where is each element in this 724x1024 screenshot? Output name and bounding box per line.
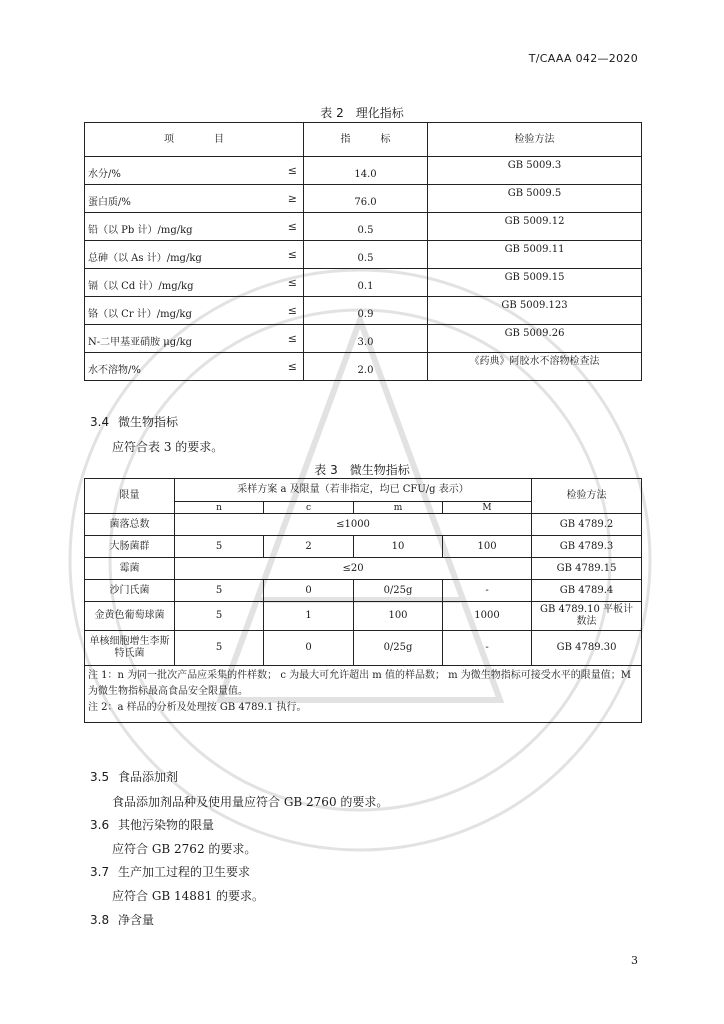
- section-3-8-heading: 3.8 净含量: [90, 913, 155, 927]
- header-method: 检验方法: [428, 123, 642, 157]
- table-row: 总砷（以 As 计）/mg/kg ≤ 0.5 GB 5009.11: [85, 241, 642, 269]
- header-index: 指 标: [304, 123, 428, 157]
- physicochemical-table: [84, 122, 642, 381]
- section-3-7-text: 应符合 GB 14881 的要求。: [112, 889, 265, 903]
- note-1: 注 1：n 为同一批次产品应采集的件样数； c 为最大可允许超出 m 值的样品数； m 为微生物指标可接受水平的限量值；M 为微生物指标最高食品安全限量值。: [88, 670, 632, 697]
- note-2: 注 2：a 样品的分析及处理按 GB 4789.1 执行。: [88, 702, 307, 713]
- header-limit: 限量: [85, 479, 175, 514]
- table-row: 霉菌 ≤20 GB 4789.15: [85, 558, 642, 580]
- table-row: 菌落总数 ≤1000 GB 4789.2: [85, 514, 642, 536]
- document-code: T/CAAA 042—2020: [528, 52, 638, 65]
- table-row: 水不溶物/% ≤ 2.0 《药典》阿胶水不溶物检查法: [85, 353, 642, 381]
- header-method: 检验方法: [532, 479, 642, 514]
- table-row: 沙门氏菌 5 0 0/25g - GB 4789.4: [85, 580, 642, 602]
- table-row: 金黄色葡萄球菌 5 1 100 1000 GB 4789.10 平板计数法: [85, 602, 642, 631]
- table-row: 铬（以 Cr 计）/mg/kg ≤ 0.9 GB 5009.123: [85, 297, 642, 325]
- microbiological-table: 限量 采样方案 a 及限量（若非指定，均已 CFU/g 表示） 检验方法 n c m M 菌落总数 ≤1000 GB 4789.2 大肠菌群 5 2 10 100 GB 4789.3 霉菌 ≤20 GB 4789.15 沙门氏菌 5 0 0/25g - GB 4789.4 金黄色葡萄球菌 5 1 100 1000 GB 4789.10 平板计数法 单核细胞增生李斯特氏菌 5 0 0/25g - GB 4789.30 注 1：n 为同一批次产品应采集的件样数； c 为最大可允许超出 m 值的样品数； m 为微生物指标可接受水平的限量值；M 为微生物指标最高食品安全限量值。 注 2：a 样品的分析及处理按 GB 4789.1 执行。: [84, 478, 642, 723]
- table3-caption: 表 3 微生物指标: [314, 463, 410, 477]
- table-notes: [85, 666, 642, 723]
- section-3-6-heading: 3.6 其他污染物的限量: [90, 818, 215, 832]
- table-row: 单核细胞增生李斯特氏菌 5 0 0/25g - GB 4789.30: [85, 631, 642, 666]
- table-row: 水分/% ≤ 14.0 GB 5009.3: [85, 157, 642, 185]
- section-3-4-text: 应符合表 3 的要求。: [112, 440, 224, 454]
- page-number: 3: [631, 954, 638, 967]
- table-row: 蛋白质/% ≥ 76.0 GB 5009.5: [85, 185, 642, 213]
- section-3-6-text: 应符合 GB 2762 的要求。: [112, 842, 257, 856]
- table-row: N-二甲基亚硝胺 μg/kg ≤ 3.0 GB 5009.26: [85, 325, 642, 353]
- section-3-7-heading: 3.7 生产加工过程的卫生要求: [90, 865, 251, 879]
- header-item: 项 目: [85, 123, 304, 157]
- section-3-5-heading: 3.5 食品添加剂: [90, 770, 179, 784]
- header-sampling-plan: 采样方案 a 及限量（若非指定，均已 CFU/g 表示）: [175, 479, 532, 502]
- table-row: 大肠菌群 5 2 10 100 GB 4789.3: [85, 536, 642, 558]
- table2-caption: 表 2 理化指标: [320, 106, 404, 120]
- section-3-4-heading: 3.4 微生物指标: [90, 415, 179, 429]
- table-row: 镉（以 Cd 计）/mg/kg ≤ 0.1 GB 5009.15: [85, 269, 642, 297]
- section-3-5-text: 食品添加剂品种及使用量应符合 GB 2760 的要求。: [112, 795, 389, 809]
- table-row: 铅（以 Pb 计）/mg/kg ≤ 0.5 GB 5009.12: [85, 213, 642, 241]
